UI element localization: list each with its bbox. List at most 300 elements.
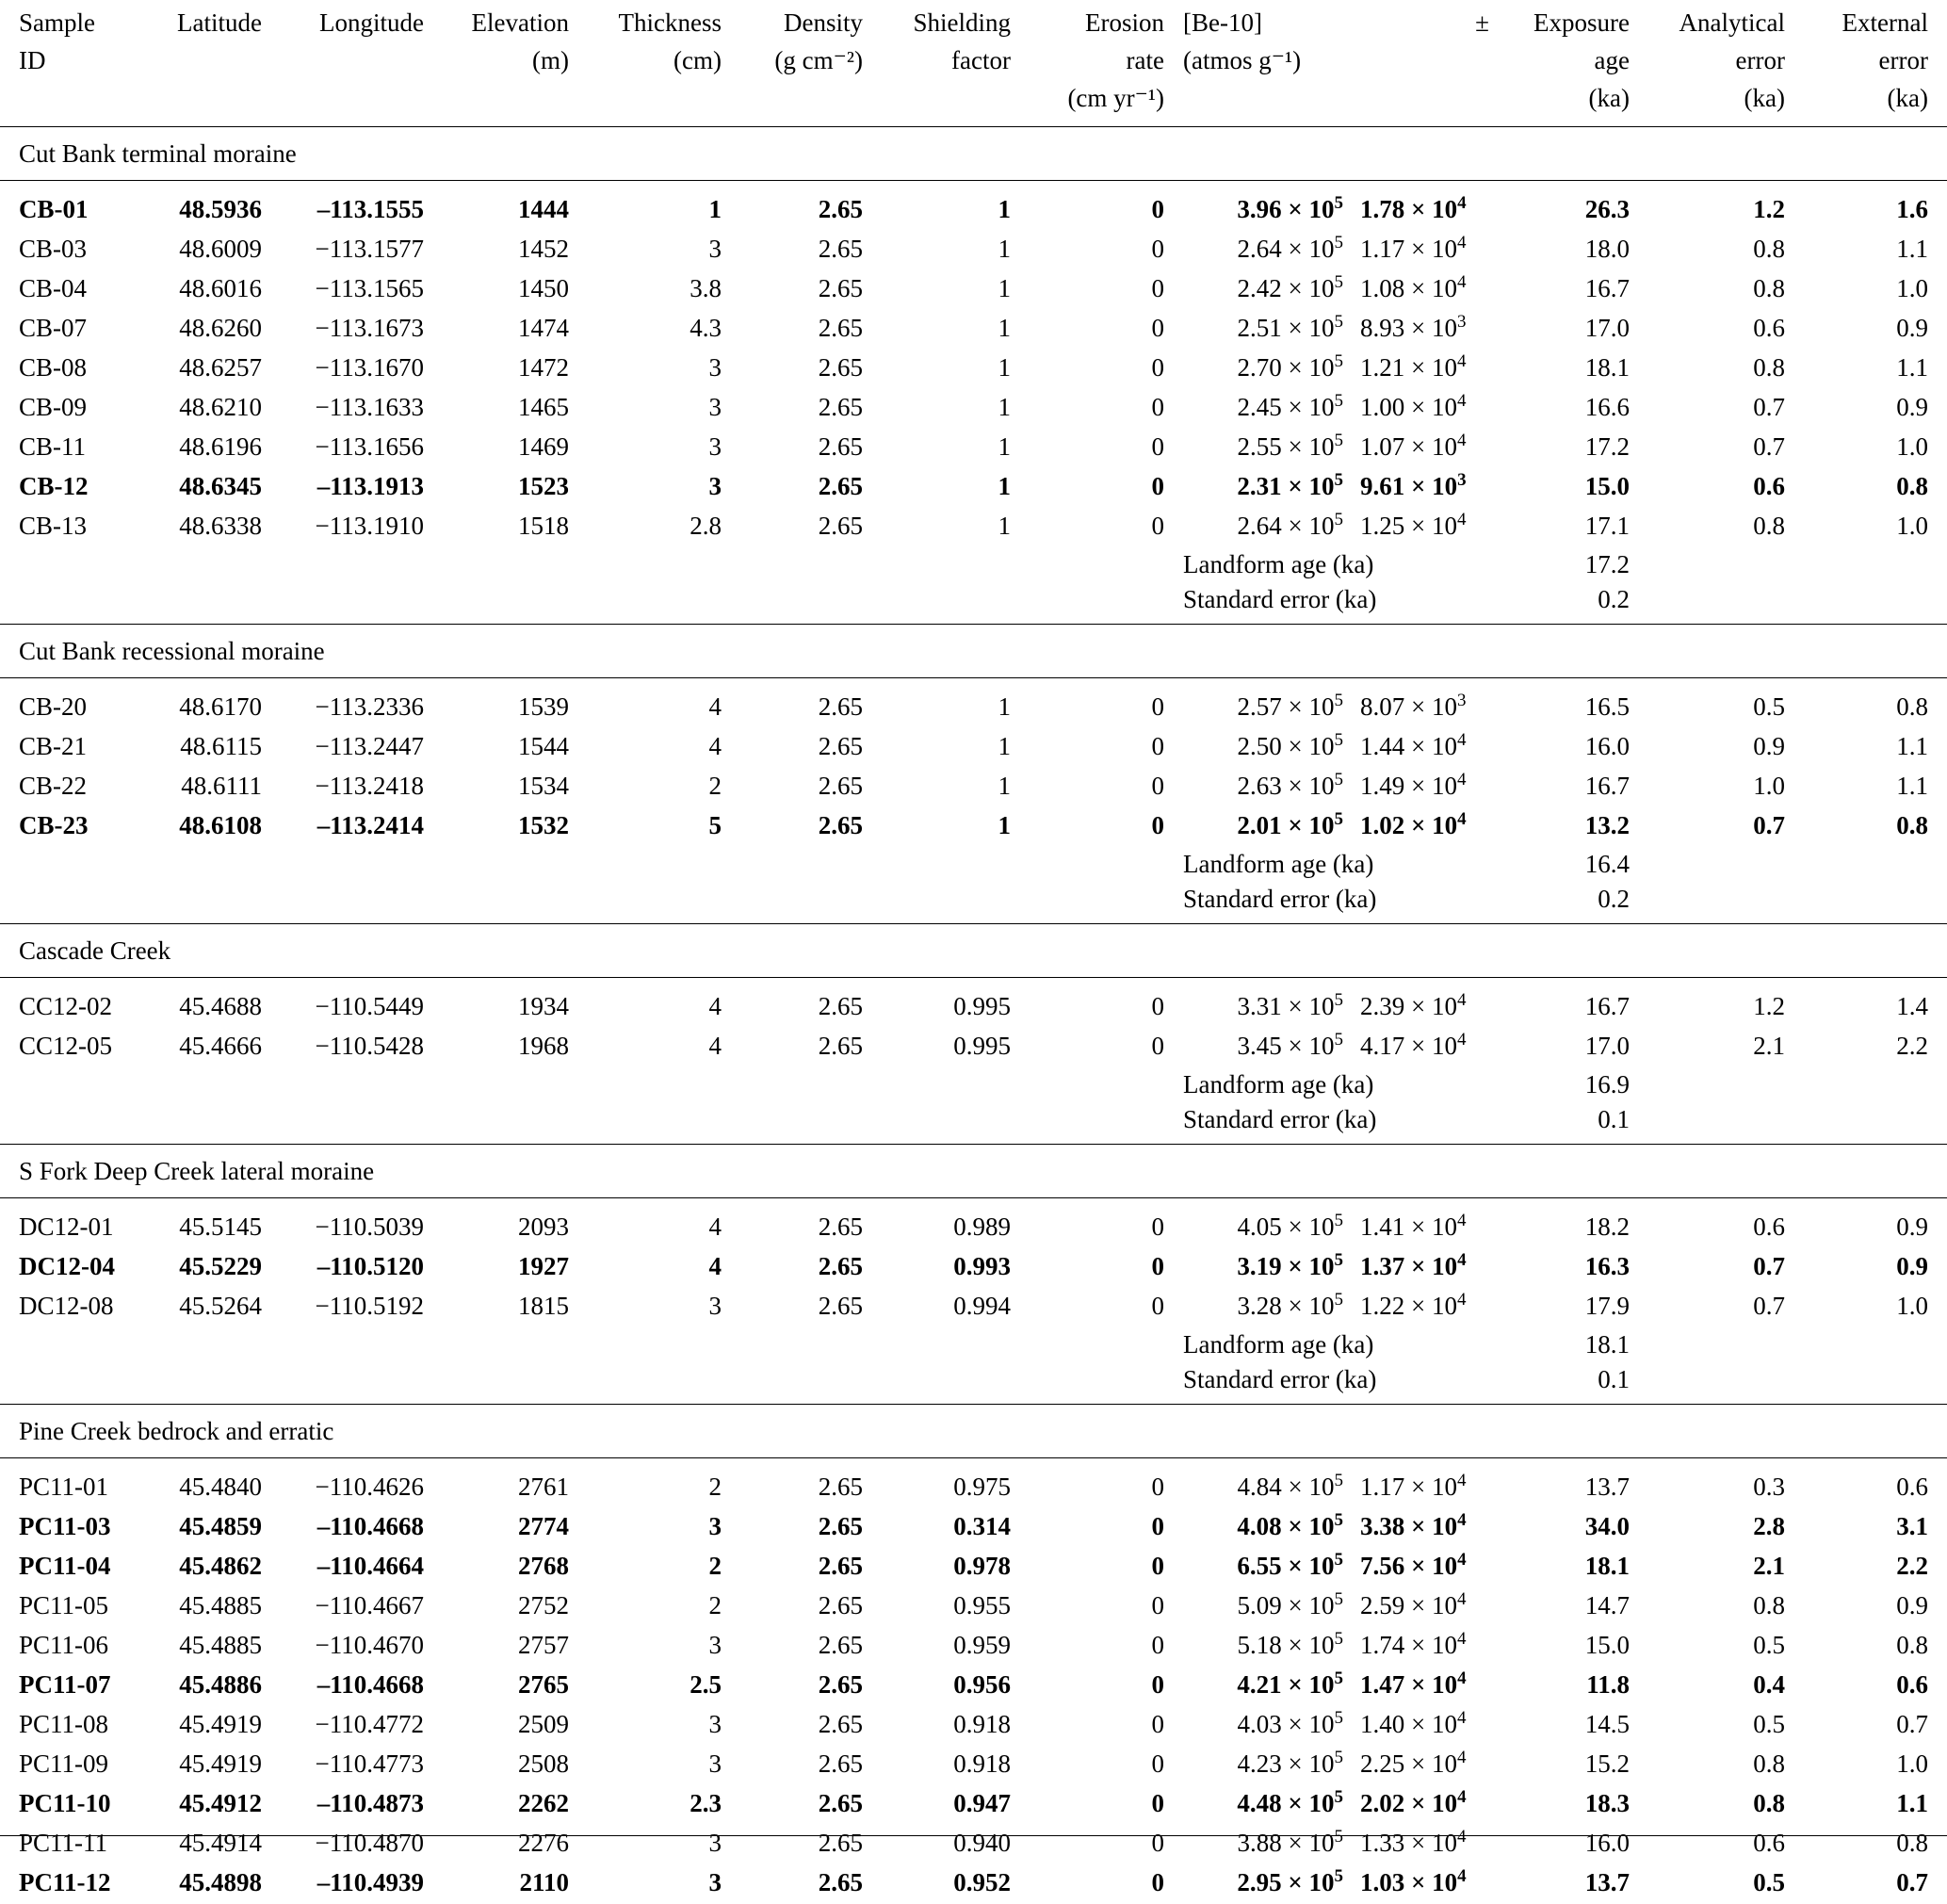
cell-lon: –113.1913 xyxy=(281,468,443,508)
table-header xyxy=(0,0,1947,127)
cell-eerr: 1.4 xyxy=(1804,978,1947,1029)
cell-id: DC12-01 xyxy=(0,1198,149,1249)
cell-be10-uncertainty-mantissa: 2.39 xyxy=(1360,992,1404,1020)
cell-thick: 4.3 xyxy=(588,310,740,350)
table-row xyxy=(0,1198,1947,1249)
times-sign: × xyxy=(1289,1829,1303,1857)
cell-be10-uncertainty-mantissa: 1.78 xyxy=(1360,195,1404,223)
cell-id: CB-09 xyxy=(0,389,149,429)
cell-thick: 4 xyxy=(588,678,740,729)
cell-age: 17.0 xyxy=(1508,1028,1648,1067)
standard-error-label: Standard error (ka) xyxy=(1183,582,1508,625)
times-sign: × xyxy=(1289,1710,1303,1738)
times-sign: × xyxy=(1411,811,1425,839)
cell-thick: 3 xyxy=(588,1825,740,1864)
cell-be10-uncertainty-exponent: 4 xyxy=(1457,272,1467,292)
cell-be10-mantissa: 2.31 xyxy=(1237,472,1281,500)
times-sign: × xyxy=(1288,1512,1302,1540)
cell-lat: 48.6111 xyxy=(149,768,281,807)
cell-eerr: 1.1 xyxy=(1804,1785,1947,1825)
cell-lon: −110.4870 xyxy=(281,1825,443,1864)
cell-shield: 1 xyxy=(882,310,1030,350)
landform-age-value: 16.9 xyxy=(1508,1067,1648,1102)
cell-aerr: 0.6 xyxy=(1648,1825,1804,1864)
cell-lon: −113.1673 xyxy=(281,310,443,350)
cell-shield: 1 xyxy=(882,181,1030,232)
cell-aerr: 0.9 xyxy=(1648,728,1804,768)
spacer xyxy=(1648,1362,1947,1405)
cell-lat: 45.5264 xyxy=(149,1288,281,1327)
standard-error-value: 0.1 xyxy=(1508,1102,1648,1145)
cell-shield: 0.940 xyxy=(882,1825,1030,1864)
header-dens xyxy=(740,0,882,127)
table-row xyxy=(0,1667,1947,1706)
cell-elev: 1534 xyxy=(443,768,588,807)
cell-be10-uncertainty xyxy=(1351,1198,1508,1249)
table-section xyxy=(0,1145,1947,1405)
cell-dens: 2.65 xyxy=(740,310,882,350)
cell-be10-uncertainty-mantissa: 1.47 xyxy=(1360,1670,1404,1699)
cell-age: 16.7 xyxy=(1508,270,1648,310)
base-ten: 10 xyxy=(1309,1789,1335,1817)
cell-age: 26.3 xyxy=(1508,181,1648,232)
cell-lat: 45.4840 xyxy=(149,1458,281,1509)
header-id-line: ID xyxy=(19,41,130,79)
times-sign: × xyxy=(1411,472,1425,500)
cell-be10-exponent: 5 xyxy=(1335,1211,1344,1230)
cell-be10-uncertainty-exponent: 4 xyxy=(1457,770,1467,789)
cell-dens: 2.65 xyxy=(740,1288,882,1327)
cell-be10-uncertainty-exponent: 4 xyxy=(1457,990,1467,1010)
header-thick xyxy=(588,0,740,127)
cell-shield: 1 xyxy=(882,807,1030,847)
cell-dens: 2.65 xyxy=(740,231,882,270)
cell-be10-exponent: 5 xyxy=(1335,1827,1344,1847)
cell-be10-uncertainty-exponent: 3 xyxy=(1457,312,1467,332)
base-ten: 10 xyxy=(1432,1749,1457,1778)
cell-eerr: 1.1 xyxy=(1804,231,1947,270)
cell-be10-mantissa: 4.21 xyxy=(1237,1670,1281,1699)
cell-be10 xyxy=(1183,768,1351,807)
landform-age-value: 18.1 xyxy=(1508,1327,1648,1362)
cell-be10-uncertainty xyxy=(1351,768,1508,807)
cell-be10-uncertainty xyxy=(1351,270,1508,310)
header-elev xyxy=(443,0,588,127)
cell-be10 xyxy=(1183,508,1351,547)
cell-age: 17.9 xyxy=(1508,1288,1648,1327)
cell-be10-uncertainty xyxy=(1351,1785,1508,1825)
cell-lat: 45.4919 xyxy=(149,1746,281,1785)
cell-dens: 2.65 xyxy=(740,508,882,547)
cell-be10 xyxy=(1183,678,1351,729)
cell-be10-exponent: 5 xyxy=(1335,391,1344,411)
base-ten: 10 xyxy=(1309,1670,1335,1699)
cell-age: 11.8 xyxy=(1508,1667,1648,1706)
header-lon-line: Longitude xyxy=(281,4,424,41)
times-sign: × xyxy=(1411,1512,1425,1540)
landform-age-label: Landform age (ka) xyxy=(1183,547,1508,582)
base-ten: 10 xyxy=(1309,512,1335,540)
cell-age: 17.2 xyxy=(1508,429,1648,468)
cell-be10 xyxy=(1183,310,1351,350)
cell-eerr: 0.7 xyxy=(1804,1864,1947,1904)
times-sign: × xyxy=(1411,772,1425,800)
cell-thick: 2.3 xyxy=(588,1785,740,1825)
cell-be10-uncertainty-exponent: 4 xyxy=(1457,1827,1467,1847)
cell-be10-mantissa: 2.64 xyxy=(1238,512,1282,540)
cell-be10-mantissa: 4.48 xyxy=(1237,1789,1281,1817)
cell-be10 xyxy=(1183,1198,1351,1249)
standard-error-row xyxy=(0,1102,1947,1145)
cell-be10-uncertainty-exponent: 4 xyxy=(1457,730,1467,750)
header-dens-line: (g cm⁻²) xyxy=(740,41,863,79)
cell-lon: –110.5120 xyxy=(281,1248,443,1288)
cell-id: PC11-04 xyxy=(0,1548,149,1587)
cell-be10-uncertainty-mantissa: 9.61 xyxy=(1360,472,1404,500)
header-aerr xyxy=(1648,0,1804,127)
cell-eros: 0 xyxy=(1030,1785,1183,1825)
table-row xyxy=(0,1587,1947,1627)
base-ten: 10 xyxy=(1309,811,1335,839)
group-title: S Fork Deep Creek lateral moraine xyxy=(0,1145,1947,1198)
table-row xyxy=(0,508,1947,547)
cell-thick: 2.8 xyxy=(588,508,740,547)
cell-dens: 2.65 xyxy=(740,1548,882,1587)
cell-be10-uncertainty-mantissa: 1.44 xyxy=(1360,732,1404,760)
cell-lat: 45.4898 xyxy=(149,1864,281,1904)
cell-eerr: 1.0 xyxy=(1804,270,1947,310)
cell-eros: 0 xyxy=(1030,1028,1183,1067)
cell-be10-uncertainty xyxy=(1351,1627,1508,1667)
header-thick-line: Thickness xyxy=(588,4,722,41)
cell-dens: 2.65 xyxy=(740,181,882,232)
times-sign: × xyxy=(1288,1789,1302,1817)
cell-be10-uncertainty-exponent: 4 xyxy=(1457,1250,1467,1270)
cell-dens: 2.65 xyxy=(740,1667,882,1706)
cell-id: CB-12 xyxy=(0,468,149,508)
cell-lon: −113.1565 xyxy=(281,270,443,310)
cell-shield: 1 xyxy=(882,728,1030,768)
base-ten: 10 xyxy=(1309,1749,1335,1778)
cell-be10-uncertainty-exponent: 4 xyxy=(1457,431,1467,450)
base-ten: 10 xyxy=(1309,1473,1335,1501)
cell-dens: 2.65 xyxy=(740,978,882,1029)
cell-dens: 2.65 xyxy=(740,389,882,429)
header-age-line: age xyxy=(1508,41,1630,79)
cell-be10-uncertainty xyxy=(1351,678,1508,729)
cell-aerr: 0.5 xyxy=(1648,678,1804,729)
times-sign: × xyxy=(1288,1252,1302,1280)
base-ten: 10 xyxy=(1309,314,1335,342)
cell-be10-uncertainty-mantissa: 2.25 xyxy=(1360,1749,1404,1778)
cell-age: 13.7 xyxy=(1508,1458,1648,1509)
cell-aerr: 0.6 xyxy=(1648,468,1804,508)
cell-be10-mantissa: 3.31 xyxy=(1238,992,1282,1020)
cell-be10-mantissa: 2.64 xyxy=(1238,235,1282,263)
cell-shield: 0.918 xyxy=(882,1706,1030,1746)
cell-dens: 2.65 xyxy=(740,807,882,847)
cell-lat: 48.6338 xyxy=(149,508,281,547)
cell-be10-uncertainty-mantissa: 8.07 xyxy=(1360,692,1404,721)
cell-aerr: 0.8 xyxy=(1648,1746,1804,1785)
base-ten: 10 xyxy=(1309,1512,1335,1540)
header-thick-line: (cm) xyxy=(588,41,722,79)
table-row xyxy=(0,1248,1947,1288)
cell-dens: 2.65 xyxy=(740,429,882,468)
cell-lon: −110.5192 xyxy=(281,1288,443,1327)
cell-aerr: 0.7 xyxy=(1648,1288,1804,1327)
cell-lat: 48.6196 xyxy=(149,429,281,468)
table-row xyxy=(0,1508,1947,1548)
cell-be10-mantissa: 2.45 xyxy=(1238,393,1282,421)
cell-dens: 2.65 xyxy=(740,270,882,310)
table-section xyxy=(0,625,1947,924)
cell-thick: 3 xyxy=(588,1627,740,1667)
bottom-rule xyxy=(0,1835,1947,1836)
cell-aerr: 0.5 xyxy=(1648,1864,1804,1904)
cell-be10-exponent: 5 xyxy=(1335,1290,1344,1310)
cell-eerr: 0.9 xyxy=(1804,1198,1947,1249)
base-ten: 10 xyxy=(1309,235,1335,263)
cell-lat: 48.6170 xyxy=(149,678,281,729)
cell-elev: 2761 xyxy=(443,1458,588,1509)
cell-id: CB-08 xyxy=(0,350,149,389)
cell-be10-uncertainty xyxy=(1351,1825,1508,1864)
table-row xyxy=(0,270,1947,310)
cell-be10-exponent: 5 xyxy=(1335,272,1344,292)
cell-dens: 2.65 xyxy=(740,1746,882,1785)
cell-shield: 0.956 xyxy=(882,1667,1030,1706)
header-aerr-line: (ka) xyxy=(1648,79,1785,117)
cell-be10-uncertainty-exponent: 4 xyxy=(1457,1211,1467,1230)
cell-be10-mantissa: 4.05 xyxy=(1238,1212,1282,1241)
cell-be10-uncertainty-exponent: 4 xyxy=(1457,1668,1467,1688)
table-section xyxy=(0,1405,1947,1904)
cell-elev: 1472 xyxy=(443,350,588,389)
cell-shield: 0.947 xyxy=(882,1785,1030,1825)
table-row xyxy=(0,1825,1947,1864)
cell-aerr: 0.8 xyxy=(1648,270,1804,310)
cell-eros: 0 xyxy=(1030,1627,1183,1667)
times-sign: × xyxy=(1411,1868,1425,1896)
cell-shield: 1 xyxy=(882,270,1030,310)
cell-shield: 0.993 xyxy=(882,1248,1030,1288)
base-ten: 10 xyxy=(1432,432,1457,461)
cell-be10-mantissa: 5.09 xyxy=(1238,1591,1282,1619)
cell-eerr: 1.6 xyxy=(1804,181,1947,232)
spacer xyxy=(0,582,1183,625)
cell-age: 16.0 xyxy=(1508,728,1648,768)
cell-be10-uncertainty xyxy=(1351,1667,1508,1706)
table-row xyxy=(0,468,1947,508)
landform-age-label: Landform age (ka) xyxy=(1183,847,1508,882)
cell-be10-uncertainty xyxy=(1351,389,1508,429)
cell-elev: 1934 xyxy=(443,978,588,1029)
header-eerr-line: error xyxy=(1804,41,1928,79)
cell-aerr: 0.6 xyxy=(1648,310,1804,350)
times-sign: × xyxy=(1411,1749,1425,1778)
base-ten: 10 xyxy=(1309,274,1335,302)
cell-age: 16.7 xyxy=(1508,978,1648,1029)
cell-lat: 45.4919 xyxy=(149,1706,281,1746)
cell-id: PC11-07 xyxy=(0,1667,149,1706)
cell-be10 xyxy=(1183,728,1351,768)
cell-lat: 45.4885 xyxy=(149,1627,281,1667)
landform-age-label: Landform age (ka) xyxy=(1183,1327,1508,1362)
cell-be10-uncertainty-exponent: 4 xyxy=(1457,1550,1467,1570)
cell-be10-uncertainty-mantissa: 1.00 xyxy=(1360,393,1404,421)
cell-be10-exponent: 5 xyxy=(1335,691,1344,710)
cell-id: CB-22 xyxy=(0,768,149,807)
times-sign: × xyxy=(1289,992,1303,1020)
cell-dens: 2.65 xyxy=(740,1785,882,1825)
cell-be10-uncertainty xyxy=(1351,1458,1508,1509)
cell-eros: 0 xyxy=(1030,1706,1183,1746)
cell-thick: 3 xyxy=(588,350,740,389)
cell-aerr: 0.8 xyxy=(1648,1785,1804,1825)
cell-be10 xyxy=(1183,978,1351,1029)
cell-be10-exponent: 5 xyxy=(1335,1510,1344,1530)
cell-eerr: 0.7 xyxy=(1804,1706,1947,1746)
cell-thick: 2 xyxy=(588,1458,740,1509)
cell-lon: −110.4670 xyxy=(281,1627,443,1667)
times-sign: × xyxy=(1289,732,1303,760)
cell-lat: 48.6345 xyxy=(149,468,281,508)
cell-shield: 1 xyxy=(882,231,1030,270)
cell-eros: 0 xyxy=(1030,1667,1183,1706)
spacer xyxy=(0,882,1183,924)
cell-eros: 0 xyxy=(1030,1508,1183,1548)
base-ten: 10 xyxy=(1432,1552,1457,1580)
cell-shield: 1 xyxy=(882,468,1030,508)
cell-be10 xyxy=(1183,1458,1351,1509)
cell-be10-exponent: 5 xyxy=(1335,1250,1344,1270)
cell-eros: 0 xyxy=(1030,508,1183,547)
cell-dens: 2.65 xyxy=(740,1864,882,1904)
table-row xyxy=(0,1627,1947,1667)
cell-elev: 1968 xyxy=(443,1028,588,1067)
cell-eerr: 1.0 xyxy=(1804,429,1947,468)
cell-be10-uncertainty-mantissa: 1.33 xyxy=(1360,1829,1404,1857)
base-ten: 10 xyxy=(1432,811,1457,839)
cell-elev: 1523 xyxy=(443,468,588,508)
times-sign: × xyxy=(1289,314,1303,342)
cell-thick: 3 xyxy=(588,1864,740,1904)
cell-age: 16.5 xyxy=(1508,678,1648,729)
table-row xyxy=(0,728,1947,768)
times-sign: × xyxy=(1411,1670,1425,1699)
cell-be10-uncertainty xyxy=(1351,468,1508,508)
cell-elev: 2768 xyxy=(443,1548,588,1587)
header-shield-line: Shielding xyxy=(882,4,1011,41)
times-sign: × xyxy=(1289,274,1303,302)
header-be-line: [Be-10] xyxy=(1183,4,1209,41)
cell-eerr: 0.6 xyxy=(1804,1667,1947,1706)
cell-be10 xyxy=(1183,1667,1351,1706)
cell-elev: 1544 xyxy=(443,728,588,768)
cell-thick: 2.5 xyxy=(588,1667,740,1706)
cell-thick: 5 xyxy=(588,807,740,847)
cell-dens: 2.65 xyxy=(740,1458,882,1509)
header-elev-line: (m) xyxy=(443,41,569,79)
standard-error-value: 0.1 xyxy=(1508,1362,1648,1405)
base-ten: 10 xyxy=(1309,432,1335,461)
cell-dens: 2.65 xyxy=(740,1627,882,1667)
cell-elev: 1444 xyxy=(443,181,588,232)
cell-lat: 48.6016 xyxy=(149,270,281,310)
cell-be10-mantissa: 2.70 xyxy=(1238,353,1282,382)
cell-eros: 0 xyxy=(1030,1248,1183,1288)
cell-be10-exponent: 5 xyxy=(1335,431,1344,450)
cell-aerr: 0.5 xyxy=(1648,1627,1804,1667)
cell-shield: 0.975 xyxy=(882,1458,1030,1509)
cell-id: CC12-02 xyxy=(0,978,149,1029)
cell-be10-mantissa: 3.96 xyxy=(1237,195,1281,223)
cell-be10-uncertainty-mantissa: 2.59 xyxy=(1360,1591,1404,1619)
spacer xyxy=(1648,882,1947,924)
times-sign: × xyxy=(1411,432,1425,461)
cell-eros: 0 xyxy=(1030,1288,1183,1327)
table-row xyxy=(0,181,1947,232)
cell-thick: 2 xyxy=(588,1587,740,1627)
cell-be10-uncertainty-mantissa: 1.49 xyxy=(1360,772,1404,800)
times-sign: × xyxy=(1411,1292,1425,1320)
cell-id: CC12-05 xyxy=(0,1028,149,1067)
standard-error-label: Standard error (ka) xyxy=(1183,1102,1508,1145)
cell-dens: 2.65 xyxy=(740,1587,882,1627)
cell-be10-uncertainty xyxy=(1351,1248,1508,1288)
cell-lon: −113.1633 xyxy=(281,389,443,429)
times-sign: × xyxy=(1411,992,1425,1020)
times-sign: × xyxy=(1288,1670,1302,1699)
header-eerr-line: (ka) xyxy=(1804,79,1928,117)
cell-lat: 45.4914 xyxy=(149,1825,281,1864)
cell-elev: 2093 xyxy=(443,1198,588,1249)
base-ten: 10 xyxy=(1432,1789,1457,1817)
header-shield xyxy=(882,0,1030,127)
landform-age-value: 17.2 xyxy=(1508,547,1648,582)
base-ten: 10 xyxy=(1432,1710,1457,1738)
times-sign: × xyxy=(1411,1252,1425,1280)
cell-eerr: 2.2 xyxy=(1804,1548,1947,1587)
cell-shield: 0.995 xyxy=(882,978,1030,1029)
cell-lon: −110.4772 xyxy=(281,1706,443,1746)
cell-lon: −110.5428 xyxy=(281,1028,443,1067)
cell-aerr: 1.0 xyxy=(1648,768,1804,807)
cell-eerr: 0.9 xyxy=(1804,389,1947,429)
table-row xyxy=(0,1706,1947,1746)
cell-be10 xyxy=(1183,1248,1351,1288)
cell-be10-uncertainty-exponent: 4 xyxy=(1457,809,1467,829)
cell-dens: 2.65 xyxy=(740,468,882,508)
base-ten: 10 xyxy=(1309,1710,1335,1738)
cell-lat: 45.4859 xyxy=(149,1508,281,1548)
table-row xyxy=(0,1458,1947,1509)
cell-age: 18.1 xyxy=(1508,1548,1648,1587)
cell-aerr: 1.2 xyxy=(1648,181,1804,232)
cell-eerr: 1.0 xyxy=(1804,508,1947,547)
standard-error-row xyxy=(0,882,1947,924)
cell-eros: 0 xyxy=(1030,978,1183,1029)
cell-eros: 0 xyxy=(1030,270,1183,310)
cell-aerr: 0.8 xyxy=(1648,350,1804,389)
base-ten: 10 xyxy=(1309,1292,1335,1320)
cell-thick: 4 xyxy=(588,728,740,768)
cell-lat: 48.6210 xyxy=(149,389,281,429)
cell-eros: 0 xyxy=(1030,1548,1183,1587)
times-sign: × xyxy=(1411,1473,1425,1501)
cell-be10-uncertainty-mantissa: 1.40 xyxy=(1360,1710,1404,1738)
